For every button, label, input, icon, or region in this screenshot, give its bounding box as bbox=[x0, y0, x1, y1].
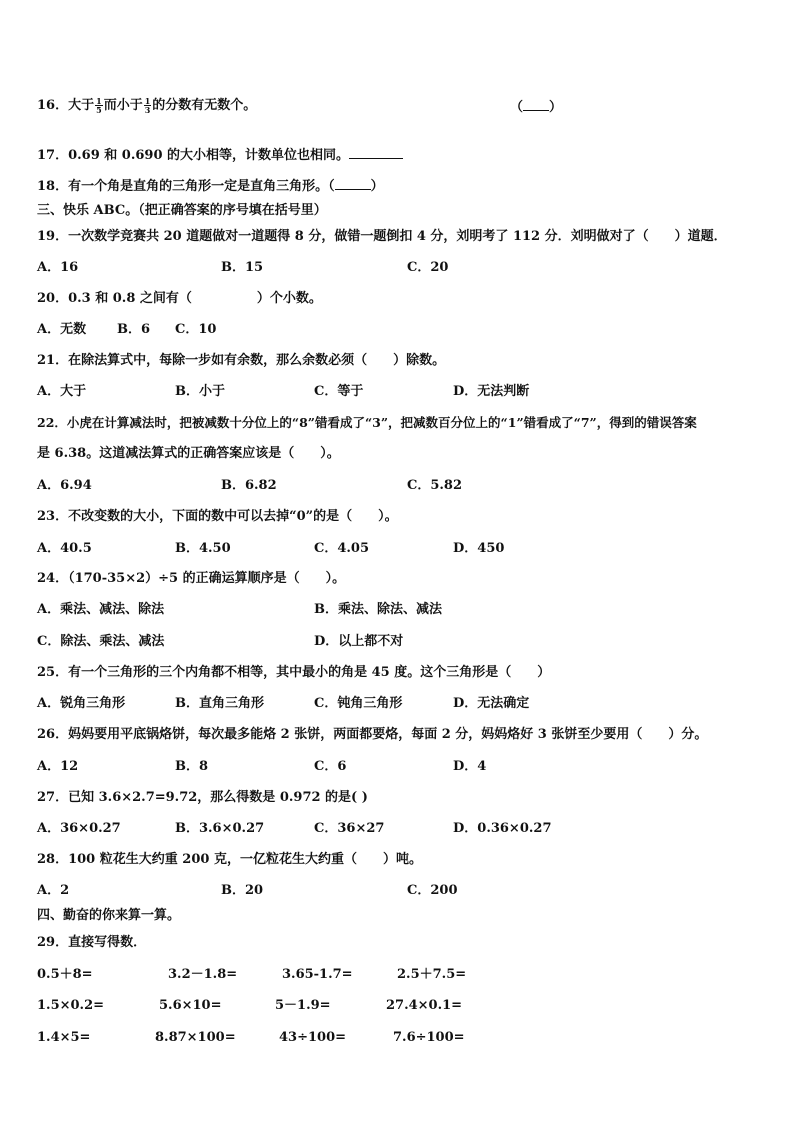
option-21-c[interactable]: C．等于 bbox=[314, 384, 364, 399]
option-19-c[interactable]: C．20 bbox=[407, 260, 449, 275]
option-26-b[interactable]: B．8 bbox=[175, 759, 209, 774]
option-25-c[interactable]: C．钝角三角形 bbox=[314, 696, 403, 711]
option-23-c[interactable]: C．4.05 bbox=[314, 541, 370, 556]
option-25-a[interactable]: A．锐角三角形 bbox=[37, 696, 126, 711]
question-22-line-2: 是 6.38。这道减法算式的正确答案应该是（ ）。 bbox=[37, 446, 340, 461]
option-22-b[interactable]: B．6.82 bbox=[221, 478, 277, 493]
question-28: 28．100 粒花生大约重 200 克，一亿粒花生大约重（ ）吨。 bbox=[37, 852, 422, 867]
option-22-a[interactable]: A．6.94 bbox=[37, 478, 92, 493]
calc-item: 8.87×100= bbox=[155, 1030, 236, 1045]
question-23: 23．不改变数的大小，下面的数中可以去掉“0”的是（ ）。 bbox=[37, 509, 398, 524]
calc-item: 1.5×0.2= bbox=[37, 998, 105, 1013]
option-27-b[interactable]: B．3.6×0.27 bbox=[175, 821, 265, 836]
question-27: 27．已知 3.6×2.7=9.72，那么得数是 0.972 的是( ) bbox=[37, 790, 368, 805]
question-21: 21．在除法算式中，每除一步如有余数，那么余数必须（ ）除数。 bbox=[37, 353, 446, 368]
calc-item: 7.6÷100= bbox=[393, 1030, 465, 1045]
option-24-c[interactable]: C．除法、乘法、减法 bbox=[37, 634, 165, 649]
option-20-a[interactable]: A．无数 bbox=[37, 322, 87, 337]
option-20-c[interactable]: C．10 bbox=[175, 322, 217, 337]
option-19-a[interactable]: A．16 bbox=[37, 260, 79, 275]
option-27-d[interactable]: D．0.36×0.27 bbox=[453, 821, 552, 836]
fraction-one-fifth: $\frac{1}{5}$ bbox=[96, 96, 102, 115]
option-21-a[interactable]: A．大于 bbox=[37, 384, 87, 399]
option-28-c[interactable]: C．200 bbox=[407, 883, 458, 898]
answer-blank-18[interactable] bbox=[335, 176, 371, 190]
calc-item: 3.65-1.7= bbox=[282, 967, 353, 982]
option-23-a[interactable]: A．40.5 bbox=[37, 541, 92, 556]
option-26-c[interactable]: C．6 bbox=[314, 759, 347, 774]
question-19: 19．一次数学竞赛共 20 道题做对一道题得 8 分，做错一题倒扣 4 分，刘明考了 112 分．刘明做对了（ ）道题． bbox=[37, 229, 727, 244]
calc-item: 3.2－1.8= bbox=[168, 967, 238, 982]
question-16: 16．大于 $\frac{1}{5}$ 而小于 $\frac{1}{3}$ 的分数有无数个。 bbox=[37, 96, 257, 115]
option-27-c[interactable]: C．36×27 bbox=[314, 821, 385, 836]
calc-item: 27.4×0.1= bbox=[386, 998, 463, 1013]
option-25-d[interactable]: D．无法确定 bbox=[453, 696, 530, 711]
answer-blank-16[interactable]: （ ） bbox=[510, 97, 562, 117]
option-28-a[interactable]: A．2 bbox=[37, 883, 70, 898]
question-17: 17．0.69 和 0.690 的大小相等，计数单位也相同。 bbox=[37, 145, 403, 165]
calc-item: 43÷100= bbox=[279, 1030, 347, 1045]
question-26: 26．妈妈要用平底锅烙饼，每次最多能烙 2 张饼，两面都要烙，每面 2 分，妈妈烙好 3 张饼至少要用（ ）分。 bbox=[37, 727, 708, 742]
calc-item: 5－1.9= bbox=[275, 998, 331, 1013]
section-3-heading: 三、快乐 ABC。（把正确答案的序号填在括号里） bbox=[37, 203, 327, 218]
calc-item: 5.6×10= bbox=[159, 998, 222, 1013]
option-23-d[interactable]: D．450 bbox=[453, 541, 505, 556]
calc-item: 0.5＋8= bbox=[37, 967, 93, 982]
calc-item: 1.4×5= bbox=[37, 1030, 91, 1045]
question-20: 20．0.3 和 0.8 之间有（ ）个小数。 bbox=[37, 291, 322, 306]
question-24: 24．（170-35×2）÷5 的正确运算顺序是（ ）。 bbox=[37, 571, 346, 586]
section-4-heading: 四、勤奋的你来算一算。 bbox=[37, 908, 181, 923]
option-21-b[interactable]: B．小于 bbox=[175, 384, 225, 399]
answer-blank-17[interactable] bbox=[349, 145, 403, 159]
option-25-b[interactable]: B．直角三角形 bbox=[175, 696, 264, 711]
option-20-b[interactable]: B．6 bbox=[117, 322, 151, 337]
option-23-b[interactable]: B．4.50 bbox=[175, 541, 231, 556]
question-25: 25．有一个三角形的三个内角都不相等，其中最小的角是 45 度。这个三角形是（ ） bbox=[37, 665, 551, 680]
option-26-d[interactable]: D．4 bbox=[453, 759, 487, 774]
option-22-c[interactable]: C．5.82 bbox=[407, 478, 463, 493]
calc-item: 2.5＋7.5= bbox=[397, 967, 467, 982]
question-22-line-1: 22．小虎在计算减法时，把被减数十分位上的“8”错看成了“3”，把减数百分位上的“1”错看成了“7”，得到的错误答案 bbox=[37, 415, 697, 430]
option-24-a[interactable]: A．乘法、减法、除法 bbox=[37, 602, 165, 617]
question-29: 29．直接写得数． bbox=[37, 935, 147, 950]
option-19-b[interactable]: B．15 bbox=[221, 260, 264, 275]
option-21-d[interactable]: D．无法判断 bbox=[453, 384, 530, 399]
question-18: 18．有一个角是直角的三角形一定是直角三角形。（ ） bbox=[37, 176, 384, 196]
option-24-b[interactable]: B．乘法、除法、减法 bbox=[314, 602, 442, 617]
option-24-d[interactable]: D．以上都不对 bbox=[314, 634, 404, 649]
option-28-b[interactable]: B．20 bbox=[221, 883, 264, 898]
option-27-a[interactable]: A．36×0.27 bbox=[37, 821, 121, 836]
option-26-a[interactable]: A．12 bbox=[37, 759, 79, 774]
fraction-one-third: $\frac{1}{3}$ bbox=[144, 96, 151, 115]
blank-underline[interactable] bbox=[523, 97, 549, 111]
